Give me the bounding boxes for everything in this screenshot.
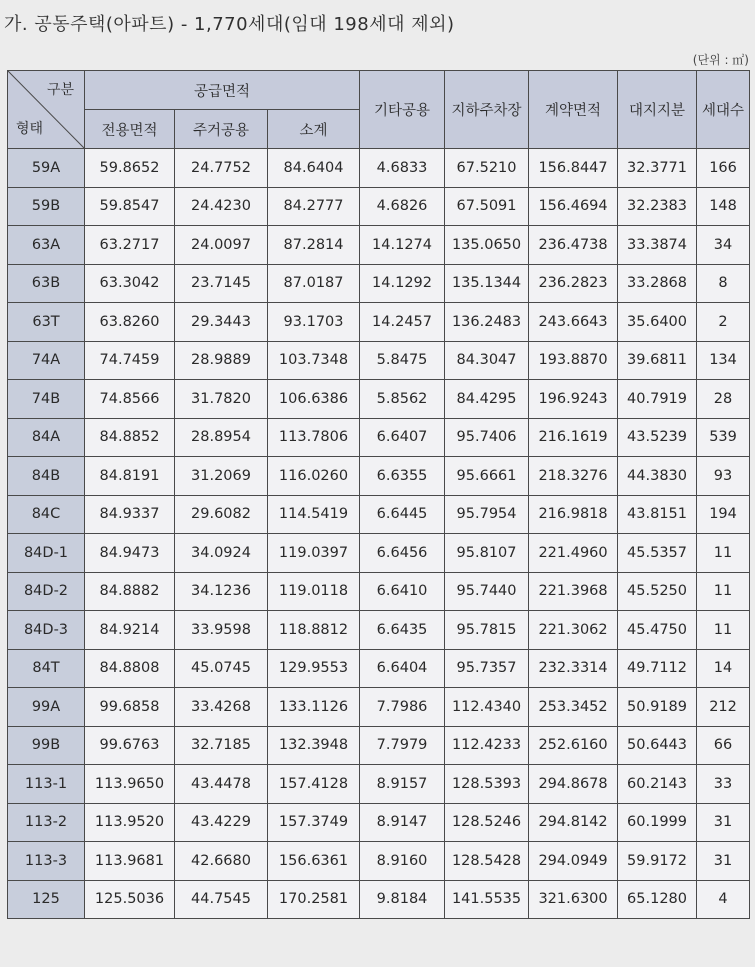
type-cell: 84B (8, 457, 85, 496)
residential-common-cell: 29.6082 (175, 495, 268, 534)
type-cell: 59B (8, 187, 85, 226)
table-row (8, 726, 750, 765)
households-cell: 212 (697, 688, 750, 727)
contract-cell: 321.6300 (529, 880, 618, 919)
exclusive-cell: 99.6858 (85, 688, 175, 727)
header-gubun: 구분 (46, 82, 74, 98)
households-cell: 194 (697, 495, 750, 534)
households-cell: 4 (697, 880, 750, 919)
residential-common-cell: 33.4268 (175, 688, 268, 727)
exclusive-cell: 63.8260 (85, 303, 175, 342)
type-cell: 63A (8, 226, 85, 265)
households-cell: 14 (697, 649, 750, 688)
residential-common-cell: 24.7752 (175, 149, 268, 188)
residential-common-cell: 33.9598 (175, 611, 268, 650)
households-cell: 539 (697, 418, 750, 457)
table-row (8, 765, 750, 804)
table-row (8, 572, 750, 611)
table-row (8, 457, 750, 496)
households-cell: 33 (697, 765, 750, 804)
subtotal-cell: 119.0397 (268, 534, 360, 573)
land-share-cell: 49.7112 (618, 649, 697, 688)
contract-cell: 156.4694 (529, 187, 618, 226)
type-cell: 84D-2 (8, 572, 85, 611)
land-share-cell: 43.8151 (618, 495, 697, 534)
type-cell: 84D-1 (8, 534, 85, 573)
other-common-cell: 14.2457 (360, 303, 445, 342)
contract-cell: 232.3314 (529, 649, 618, 688)
households-cell: 31 (697, 842, 750, 881)
other-common-cell: 4.6826 (360, 187, 445, 226)
type-cell: 113-3 (8, 842, 85, 881)
unit-label: (단위 : ㎡) (692, 53, 749, 67)
other-common-cell: 5.8562 (360, 380, 445, 419)
subtotal-cell: 87.0187 (268, 264, 360, 303)
type-cell: 125 (8, 880, 85, 919)
households-cell: 66 (697, 726, 750, 765)
table-row (8, 341, 750, 380)
land-share-cell: 35.6400 (618, 303, 697, 342)
land-share-cell: 43.5239 (618, 418, 697, 457)
type-cell: 113-2 (8, 803, 85, 842)
residential-common-cell: 42.6680 (175, 842, 268, 881)
residential-common-cell: 43.4478 (175, 765, 268, 804)
parking-cell: 84.4295 (445, 380, 529, 419)
contract-cell: 156.8447 (529, 149, 618, 188)
subtotal-cell: 84.2777 (268, 187, 360, 226)
subtotal-cell: 113.7806 (268, 418, 360, 457)
type-cell: 84C (8, 495, 85, 534)
households-cell: 2 (697, 303, 750, 342)
header-subtotal: 소계 (268, 110, 360, 149)
subtotal-cell: 103.7348 (268, 341, 360, 380)
area-table (7, 70, 750, 919)
other-common-cell: 7.7979 (360, 726, 445, 765)
land-share-cell: 50.6443 (618, 726, 697, 765)
land-share-cell: 60.2143 (618, 765, 697, 804)
land-share-cell: 32.3771 (618, 149, 697, 188)
exclusive-cell: 84.8191 (85, 457, 175, 496)
exclusive-cell: 74.7459 (85, 341, 175, 380)
header-exclusive: 전용면적 (85, 110, 175, 149)
contract-cell: 216.1619 (529, 418, 618, 457)
contract-cell: 196.9243 (529, 380, 618, 419)
land-share-cell: 60.1999 (618, 803, 697, 842)
other-common-cell: 9.8184 (360, 880, 445, 919)
contract-cell: 216.9818 (529, 495, 618, 534)
other-common-cell: 6.6445 (360, 495, 445, 534)
type-cell: 74B (8, 380, 85, 419)
subtotal-cell: 114.5419 (268, 495, 360, 534)
table-row (8, 303, 750, 342)
table-row (8, 264, 750, 303)
header-households: 세대수 (697, 71, 750, 149)
other-common-cell: 6.6435 (360, 611, 445, 650)
households-cell: 28 (697, 380, 750, 419)
households-cell: 11 (697, 534, 750, 573)
land-share-cell: 59.9172 (618, 842, 697, 881)
parking-cell: 84.3047 (445, 341, 529, 380)
parking-cell: 95.7954 (445, 495, 529, 534)
contract-cell: 221.3968 (529, 572, 618, 611)
land-share-cell: 39.6811 (618, 341, 697, 380)
header-hyungtae: 형태 (16, 121, 44, 137)
subtotal-cell: 132.3948 (268, 726, 360, 765)
exclusive-cell: 84.8808 (85, 649, 175, 688)
parking-cell: 67.5091 (445, 187, 529, 226)
households-cell: 34 (697, 226, 750, 265)
contract-cell: 294.0949 (529, 842, 618, 881)
other-common-cell: 8.9157 (360, 765, 445, 804)
contract-cell: 294.8142 (529, 803, 618, 842)
other-common-cell: 6.6355 (360, 457, 445, 496)
subtotal-cell: 129.9553 (268, 649, 360, 688)
parking-cell: 112.4340 (445, 688, 529, 727)
type-cell: 99B (8, 726, 85, 765)
header-underground-parking: 지하주차장 (445, 71, 529, 149)
exclusive-cell: 113.9681 (85, 842, 175, 881)
residential-common-cell: 28.9889 (175, 341, 268, 380)
exclusive-cell: 84.8882 (85, 572, 175, 611)
table-row (8, 611, 750, 650)
type-cell: 84T (8, 649, 85, 688)
subtotal-cell: 87.2814 (268, 226, 360, 265)
residential-common-cell: 34.0924 (175, 534, 268, 573)
land-share-cell: 45.4750 (618, 611, 697, 650)
subtotal-cell: 118.8812 (268, 611, 360, 650)
exclusive-cell: 74.8566 (85, 380, 175, 419)
contract-cell: 218.3276 (529, 457, 618, 496)
residential-common-cell: 31.7820 (175, 380, 268, 419)
parking-cell: 128.5428 (445, 842, 529, 881)
parking-cell: 128.5393 (445, 765, 529, 804)
table-row (8, 842, 750, 881)
table-row (8, 803, 750, 842)
table-row (8, 418, 750, 457)
header-other-common: 기타공용 (360, 71, 445, 149)
contract-cell: 243.6643 (529, 303, 618, 342)
land-share-cell: 45.5250 (618, 572, 697, 611)
exclusive-cell: 59.8652 (85, 149, 175, 188)
parking-cell: 136.2483 (445, 303, 529, 342)
parking-cell: 95.8107 (445, 534, 529, 573)
type-cell: 99A (8, 688, 85, 727)
parking-cell: 95.6661 (445, 457, 529, 496)
exclusive-cell: 63.2717 (85, 226, 175, 265)
header-contract-area: 계약면적 (529, 71, 618, 149)
exclusive-cell: 84.9214 (85, 611, 175, 650)
land-share-cell: 40.7919 (618, 380, 697, 419)
table-row (8, 149, 750, 188)
header-supply-area: 공급면적 (85, 71, 360, 110)
subtotal-cell: 157.3749 (268, 803, 360, 842)
residential-common-cell: 44.7545 (175, 880, 268, 919)
residential-common-cell: 24.4230 (175, 187, 268, 226)
header-corner-cell (8, 71, 85, 149)
parking-cell: 135.1344 (445, 264, 529, 303)
residential-common-cell: 34.1236 (175, 572, 268, 611)
parking-cell: 141.5535 (445, 880, 529, 919)
type-cell: 59A (8, 149, 85, 188)
other-common-cell: 6.6407 (360, 418, 445, 457)
table-row (8, 534, 750, 573)
other-common-cell: 6.6404 (360, 649, 445, 688)
subtotal-cell: 106.6386 (268, 380, 360, 419)
table-row (8, 649, 750, 688)
land-share-cell: 50.9189 (618, 688, 697, 727)
subtotal-cell: 170.2581 (268, 880, 360, 919)
other-common-cell: 5.8475 (360, 341, 445, 380)
households-cell: 11 (697, 572, 750, 611)
table-row (8, 495, 750, 534)
subtotal-cell: 157.4128 (268, 765, 360, 804)
contract-cell: 252.6160 (529, 726, 618, 765)
table-body (8, 149, 750, 919)
table-row (8, 688, 750, 727)
land-share-cell: 44.3830 (618, 457, 697, 496)
residential-common-cell: 24.0097 (175, 226, 268, 265)
contract-cell: 221.3062 (529, 611, 618, 650)
exclusive-cell: 99.6763 (85, 726, 175, 765)
exclusive-cell: 84.8852 (85, 418, 175, 457)
exclusive-cell: 113.9650 (85, 765, 175, 804)
contract-cell: 236.4738 (529, 226, 618, 265)
subtotal-cell: 84.6404 (268, 149, 360, 188)
residential-common-cell: 29.3443 (175, 303, 268, 342)
exclusive-cell: 63.3042 (85, 264, 175, 303)
contract-cell: 236.2823 (529, 264, 618, 303)
exclusive-cell: 113.9520 (85, 803, 175, 842)
residential-common-cell: 31.2069 (175, 457, 268, 496)
other-common-cell: 7.7986 (360, 688, 445, 727)
other-common-cell: 4.6833 (360, 149, 445, 188)
parking-cell: 95.7815 (445, 611, 529, 650)
type-cell: 113-1 (8, 765, 85, 804)
other-common-cell: 6.6410 (360, 572, 445, 611)
exclusive-cell: 84.9337 (85, 495, 175, 534)
other-common-cell: 6.6456 (360, 534, 445, 573)
exclusive-cell: 84.9473 (85, 534, 175, 573)
households-cell: 11 (697, 611, 750, 650)
table-row (8, 380, 750, 419)
land-share-cell: 33.2868 (618, 264, 697, 303)
exclusive-cell: 125.5036 (85, 880, 175, 919)
households-cell: 8 (697, 264, 750, 303)
type-cell: 63B (8, 264, 85, 303)
residential-common-cell: 32.7185 (175, 726, 268, 765)
households-cell: 134 (697, 341, 750, 380)
other-common-cell: 8.9160 (360, 842, 445, 881)
subtotal-cell: 116.0260 (268, 457, 360, 496)
residential-common-cell: 23.7145 (175, 264, 268, 303)
residential-common-cell: 28.8954 (175, 418, 268, 457)
contract-cell: 294.8678 (529, 765, 618, 804)
households-cell: 31 (697, 803, 750, 842)
households-cell: 166 (697, 149, 750, 188)
type-cell: 84A (8, 418, 85, 457)
header-land-share: 대지지분 (618, 71, 697, 149)
land-share-cell: 32.2383 (618, 187, 697, 226)
parking-cell: 95.7406 (445, 418, 529, 457)
land-share-cell: 33.3874 (618, 226, 697, 265)
type-cell: 74A (8, 341, 85, 380)
header-residential-common: 주거공용 (175, 110, 268, 149)
other-common-cell: 14.1274 (360, 226, 445, 265)
type-cell: 84D-3 (8, 611, 85, 650)
contract-cell: 221.4960 (529, 534, 618, 573)
households-cell: 93 (697, 457, 750, 496)
contract-cell: 193.8870 (529, 341, 618, 380)
parking-cell: 128.5246 (445, 803, 529, 842)
subtotal-cell: 156.6361 (268, 842, 360, 881)
parking-cell: 67.5210 (445, 149, 529, 188)
table-row (8, 187, 750, 226)
parking-cell: 112.4233 (445, 726, 529, 765)
subtotal-cell: 133.1126 (268, 688, 360, 727)
parking-cell: 135.0650 (445, 226, 529, 265)
page-title: 가. 공동주택(아파트) - 1,770세대(임대 198세대 제외) (4, 14, 455, 35)
land-share-cell: 65.1280 (618, 880, 697, 919)
parking-cell: 95.7440 (445, 572, 529, 611)
other-common-cell: 8.9147 (360, 803, 445, 842)
residential-common-cell: 45.0745 (175, 649, 268, 688)
contract-cell: 253.3452 (529, 688, 618, 727)
type-cell: 63T (8, 303, 85, 342)
other-common-cell: 14.1292 (360, 264, 445, 303)
residential-common-cell: 43.4229 (175, 803, 268, 842)
subtotal-cell: 93.1703 (268, 303, 360, 342)
subtotal-cell: 119.0118 (268, 572, 360, 611)
exclusive-cell: 59.8547 (85, 187, 175, 226)
land-share-cell: 45.5357 (618, 534, 697, 573)
table-row (8, 880, 750, 919)
parking-cell: 95.7357 (445, 649, 529, 688)
households-cell: 148 (697, 187, 750, 226)
table-row (8, 226, 750, 265)
